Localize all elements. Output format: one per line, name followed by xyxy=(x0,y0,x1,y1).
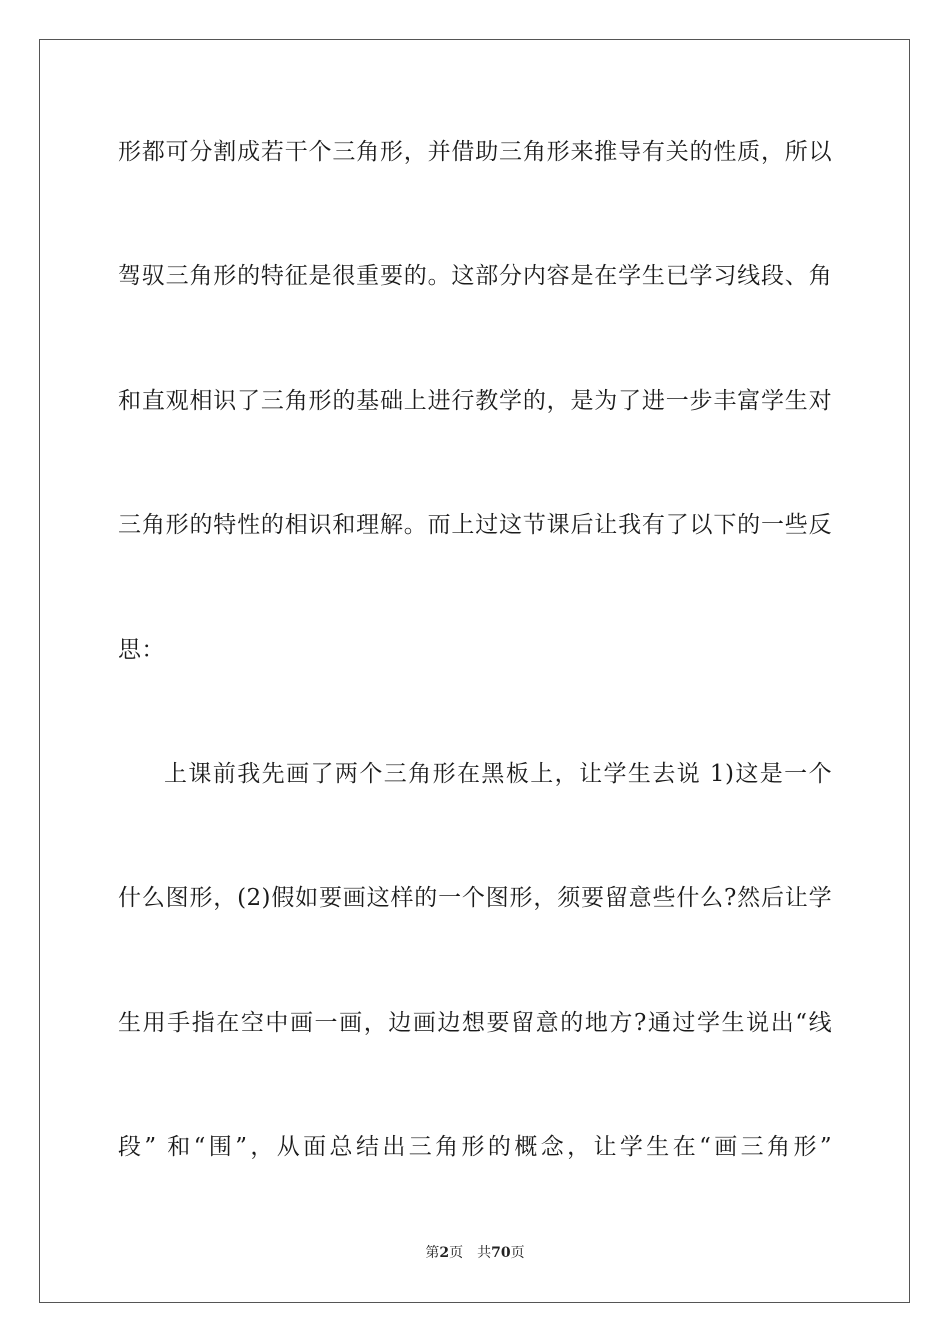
text-line-7: 什么图形，(2)假如要画这样的一个图形，须要留意些什么?然后让学 xyxy=(118,885,832,912)
page-number: 2 xyxy=(439,1245,450,1261)
text-line-9: 段” 和“围”，从面总结出三角形的概念，让学生在“画三角形” xyxy=(118,1134,832,1161)
text-line-1: 形都可分割成若干个三角形，并借助三角形来推导有关的性质，所以 xyxy=(118,139,832,165)
total-suffix: 页 xyxy=(510,1245,525,1261)
text-line-2: 驾驭三角形的特征是很重要的。这部分内容是在学生已学习线段、角 xyxy=(118,263,832,290)
text-line-8: 生用手指在空中画一画，边画边想要留意的地方?通过学生说出“线 xyxy=(118,1009,832,1036)
body-text xyxy=(118,126,832,1246)
total-pages: 70 xyxy=(491,1245,511,1261)
page-footer xyxy=(0,1242,950,1262)
text-line-6: 上课前我先画了两个三角形在黑板上，让学生去说 1)这是一个 xyxy=(164,760,832,787)
page-suffix: 页 xyxy=(449,1245,464,1261)
text-line-5: 思： xyxy=(118,636,165,663)
total-prefix: 共 xyxy=(477,1245,492,1261)
text-line-3: 和直观相识了三角形的基础上进行教学的，是为了进一步丰富学生对 xyxy=(118,387,832,414)
page-prefix: 第 xyxy=(425,1245,440,1261)
text-line-4: 三角形的特性的相识和理解。而上过这节课后让我有了以下的一些反 xyxy=(118,512,832,539)
